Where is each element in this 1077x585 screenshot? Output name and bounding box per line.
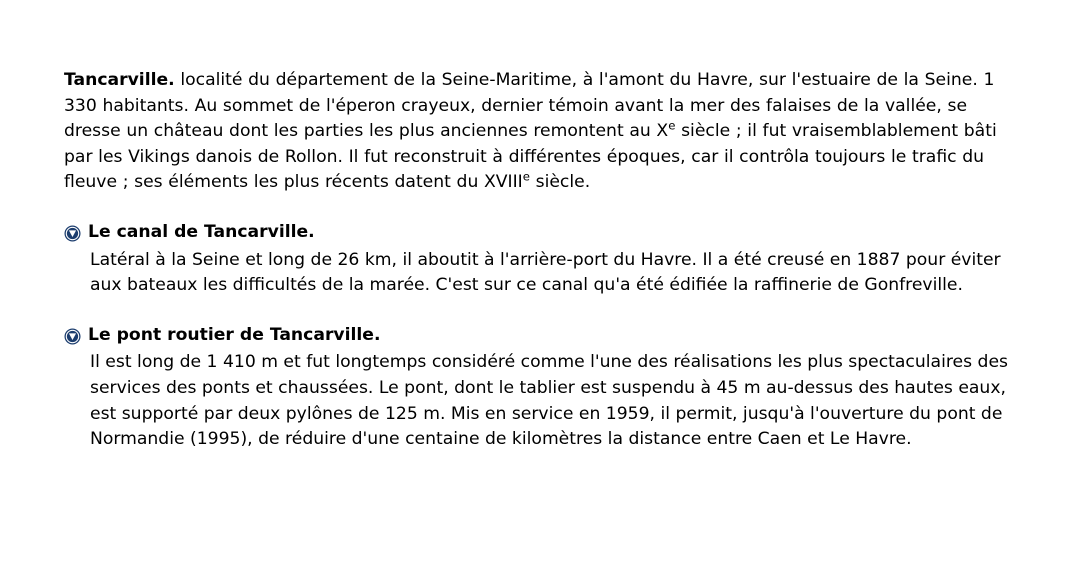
ordinal-suffix-2: e — [522, 169, 530, 184]
intro-text-part-2: siècle ; il fut vraisemblablement bâti par les Vikings danois de Rollon. Il fut reconstruit à différentes époques, car il contrôla toujours le trafic du fleuve ; ses éléments les plus récents datent du XVIII — [64, 121, 997, 193]
section-pont-heading — [64, 323, 1017, 349]
section-pont — [64, 323, 1017, 453]
intro-text-part-3: siècle. — [529, 172, 591, 193]
section-canal-body: Latéral à la Seine et long de 26 km, il aboutit à l'arrière-port du Havre. Il a été creusé en 1887 pour éviter aux bateaux les difficultés de la marée. C'est sur ce canal qu'a été édifiée la raffinerie de Gonfreville. — [90, 249, 1001, 296]
entry-headword: Tancarville. — [64, 70, 175, 90]
section-canal-heading — [64, 220, 1017, 246]
section-pont-body: Il est long de 1 410 m et fut longtemps considéré comme l'une des réalisations les plus spectaculaires des services des ponts et chaussées. Le pont, dont le tablier est suspendu à 45 m au-dessus des hautes eaux, est supporté par deux pylônes de 125 m. Mis en service en 1959, il permit, jusqu'à l'ouverture du pont de Normandie (1995), de réduire d'une centaine de kilomètres la distance entre Caen et Le Havre. — [90, 352, 1008, 450]
circle-down-triangle-icon — [64, 328, 81, 345]
intro-text-part-1: localité du département de la Seine-Maritime, à l'amont du Havre, sur l'estuaire de la Seine. 1 330 habitants. Au sommet de l'éperon crayeux, dernier témoin avant la mer des falaises de la vallée, se dresse un château dont les parties les plus anciennes remontent au X — [64, 70, 995, 142]
section-canal — [64, 220, 1017, 299]
circle-down-triangle-icon — [64, 225, 81, 242]
intro-paragraph — [64, 68, 1004, 196]
section-canal-title: Le canal de Tancarville. — [88, 221, 315, 242]
ordinal-suffix-1: e — [668, 118, 676, 133]
section-pont-title: Le pont routier de Tancarville. — [88, 324, 381, 345]
